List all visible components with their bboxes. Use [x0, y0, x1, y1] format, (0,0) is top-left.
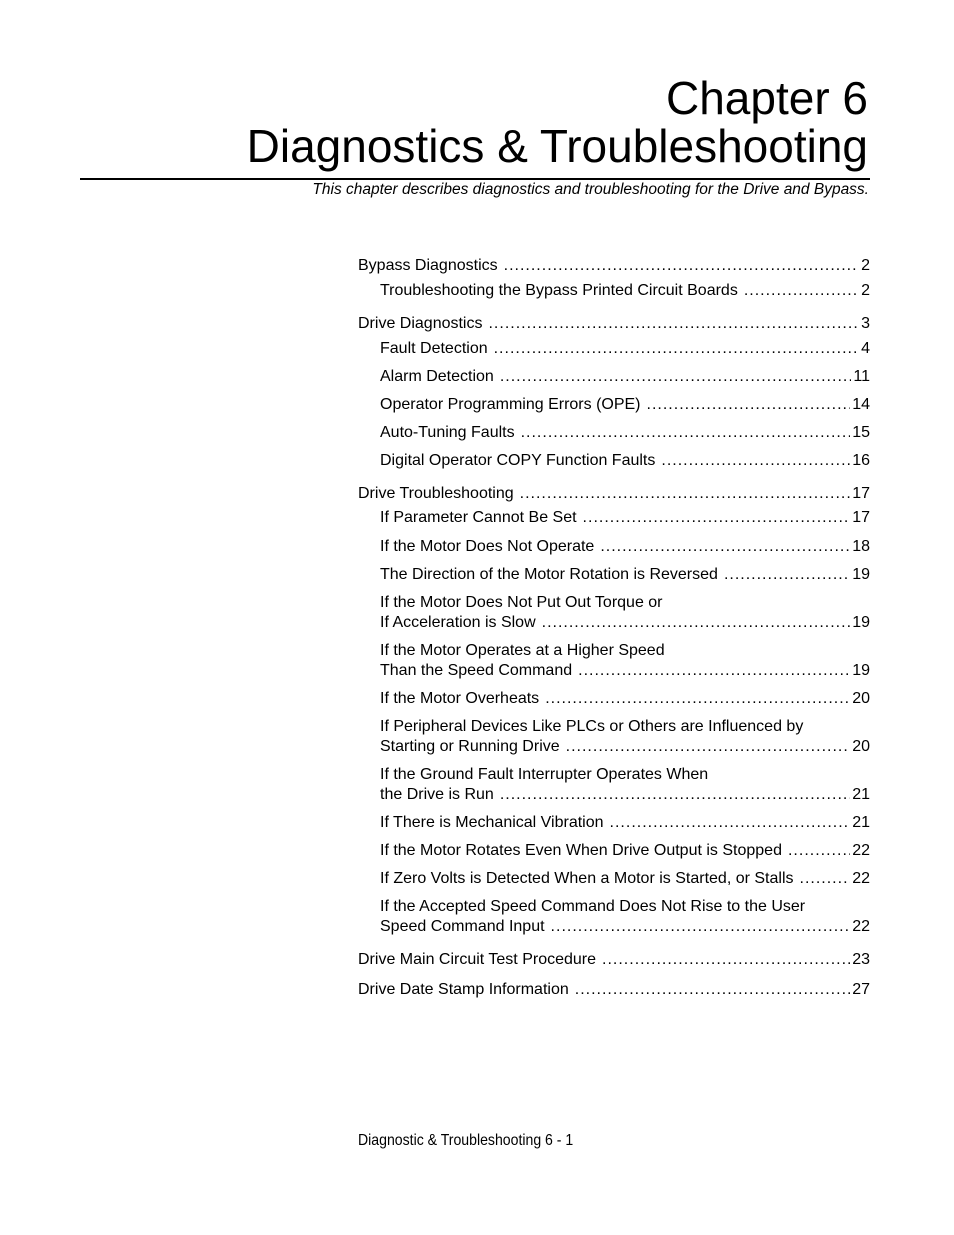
toc-entry[interactable] [380, 423, 870, 443]
toc-entry-text: Troubleshooting the Bypass Printed Circuit Boards [380, 282, 738, 299]
toc-page-number: 14 [852, 396, 870, 413]
toc-page-number: 19 [852, 614, 870, 631]
chapter-title: Diagnostics & Troubleshooting [246, 120, 868, 172]
toc-entry[interactable] [380, 339, 870, 359]
dot-leader [545, 689, 850, 709]
page-footer: Diagnostic & Troubleshooting 6 - 1 [358, 1132, 574, 1149]
toc-entry-text: Than the Speed Command [380, 662, 573, 679]
toc-entry-text: Speed Command Input [380, 918, 545, 935]
toc-entry-text: Drive Diagnostics [358, 315, 483, 332]
toc-page-number: 2 [861, 282, 870, 299]
toc-entry[interactable] [358, 484, 870, 504]
toc-entry-text: If Acceleration is Slow [380, 614, 536, 631]
toc-page-number: 20 [852, 690, 870, 707]
toc-page-number: 22 [852, 870, 870, 887]
dot-leader [520, 484, 851, 504]
dot-leader [500, 785, 850, 805]
toc-page-number: 21 [852, 786, 870, 803]
toc-page-number: 23 [852, 951, 870, 968]
dot-leader [566, 737, 851, 757]
toc-entry-text: If Parameter Cannot Be Set [380, 509, 577, 526]
dot-leader [504, 256, 859, 276]
toc-entry[interactable] [380, 537, 870, 557]
toc-entry[interactable] [380, 395, 870, 415]
dot-leader [647, 395, 851, 415]
toc-entry-text: Drive Troubleshooting [358, 485, 514, 502]
dot-leader [744, 281, 859, 301]
toc-entry[interactable] [380, 281, 870, 301]
dot-leader [578, 661, 850, 681]
toc-page-number: 3 [861, 315, 870, 332]
dot-leader [602, 950, 850, 970]
toc-page-number: 15 [852, 424, 870, 441]
toc-entry[interactable] [380, 367, 870, 387]
dot-leader [610, 813, 851, 833]
toc-entry-text: If There is Mechanical Vibration [380, 814, 604, 831]
toc-entry-text: Auto-Tuning Faults [380, 424, 515, 441]
toc-page-number: 27 [852, 981, 870, 998]
toc-page-number: 22 [852, 918, 870, 935]
chapter-number: Chapter 6 [665, 72, 868, 124]
toc-entry-text: Starting or Running Drive [380, 738, 560, 755]
toc-entry[interactable] [358, 980, 870, 1000]
table-of-contents [358, 256, 870, 1000]
dot-leader [500, 367, 852, 387]
toc-entry-text-first-line: If the Motor Operates at a Higher Speed [380, 642, 665, 659]
toc-page-number: 11 [853, 368, 870, 385]
toc-entry-text: If the Motor Rotates Even When Drive Output is Stopped [380, 842, 782, 859]
toc-entry[interactable] [380, 593, 870, 633]
toc-page-number: 21 [852, 814, 870, 831]
dot-leader [521, 423, 851, 443]
toc-entry[interactable] [380, 689, 870, 709]
toc-page-number: 20 [852, 738, 870, 755]
dot-leader [800, 869, 851, 889]
toc-page-number: 22 [852, 842, 870, 859]
dot-leader [575, 980, 850, 1000]
toc-entry-text-first-line: If Peripheral Devices Like PLCs or Others are Influenced by [380, 718, 804, 735]
toc-entry[interactable] [380, 897, 870, 937]
toc-entry-text: Drive Main Circuit Test Procedure [358, 951, 597, 968]
toc-page-number: 2 [861, 257, 870, 274]
toc-entry-text: the Drive is Run [380, 786, 494, 803]
dot-leader [724, 565, 850, 585]
toc-entry-text: Fault Detection [380, 340, 488, 357]
toc-entry[interactable] [380, 765, 870, 805]
toc-entry-text: Operator Programming Errors (OPE) [380, 396, 641, 413]
dot-leader [542, 613, 851, 633]
chapter-heading [247, 74, 868, 170]
toc-page-number: 16 [852, 452, 870, 469]
dot-leader [488, 314, 859, 334]
toc-page-number: 17 [852, 485, 870, 502]
dot-leader [788, 841, 850, 861]
toc-page-number: 19 [852, 662, 870, 679]
toc-entry-text: If the Motor Does Not Operate [380, 538, 595, 555]
toc-entry[interactable] [380, 841, 870, 861]
dot-leader [600, 537, 850, 557]
toc-entry[interactable] [358, 256, 870, 276]
toc-entry[interactable] [358, 950, 870, 970]
toc-entry[interactable] [380, 641, 870, 681]
toc-page-number: 17 [852, 509, 870, 526]
chapter-subtitle: This chapter describes diagnostics and troubleshooting for the Drive and Bypass. [312, 181, 869, 198]
toc-entry[interactable] [380, 813, 870, 833]
toc-entry[interactable] [380, 565, 870, 585]
toc-entry-text: Digital Operator COPY Function Faults [380, 452, 656, 469]
toc-entry-text: The Direction of the Motor Rotation is Reversed [380, 566, 718, 583]
toc-entry-text: If the Motor Overheats [380, 690, 540, 707]
toc-entry[interactable] [380, 508, 870, 528]
toc-entry[interactable] [380, 717, 870, 757]
toc-page-number: 19 [852, 566, 870, 583]
toc-entry[interactable] [380, 869, 870, 889]
toc-entry-text-first-line: If the Motor Does Not Put Out Torque or [380, 594, 663, 611]
heading-rule [80, 178, 870, 180]
toc-entry-text: Drive Date Stamp Information [358, 981, 569, 998]
dot-leader [551, 917, 851, 937]
dot-leader [494, 339, 859, 359]
toc-entry-text: Bypass Diagnostics [358, 257, 498, 274]
toc-entry[interactable] [358, 314, 870, 334]
toc-page-number: 18 [852, 538, 870, 555]
toc-entry[interactable] [380, 451, 870, 471]
toc-entry-text: Alarm Detection [380, 368, 494, 385]
toc-entry-text-first-line: If the Accepted Speed Command Does Not Rise to the User [380, 898, 806, 915]
toc-entry-text-first-line: If the Ground Fault Interrupter Operates When [380, 766, 709, 783]
dot-leader [583, 508, 851, 528]
toc-entry-text: If Zero Volts is Detected When a Motor is Started, or Stalls [380, 870, 794, 887]
toc-page-number: 4 [861, 340, 870, 357]
dot-leader [661, 451, 850, 471]
